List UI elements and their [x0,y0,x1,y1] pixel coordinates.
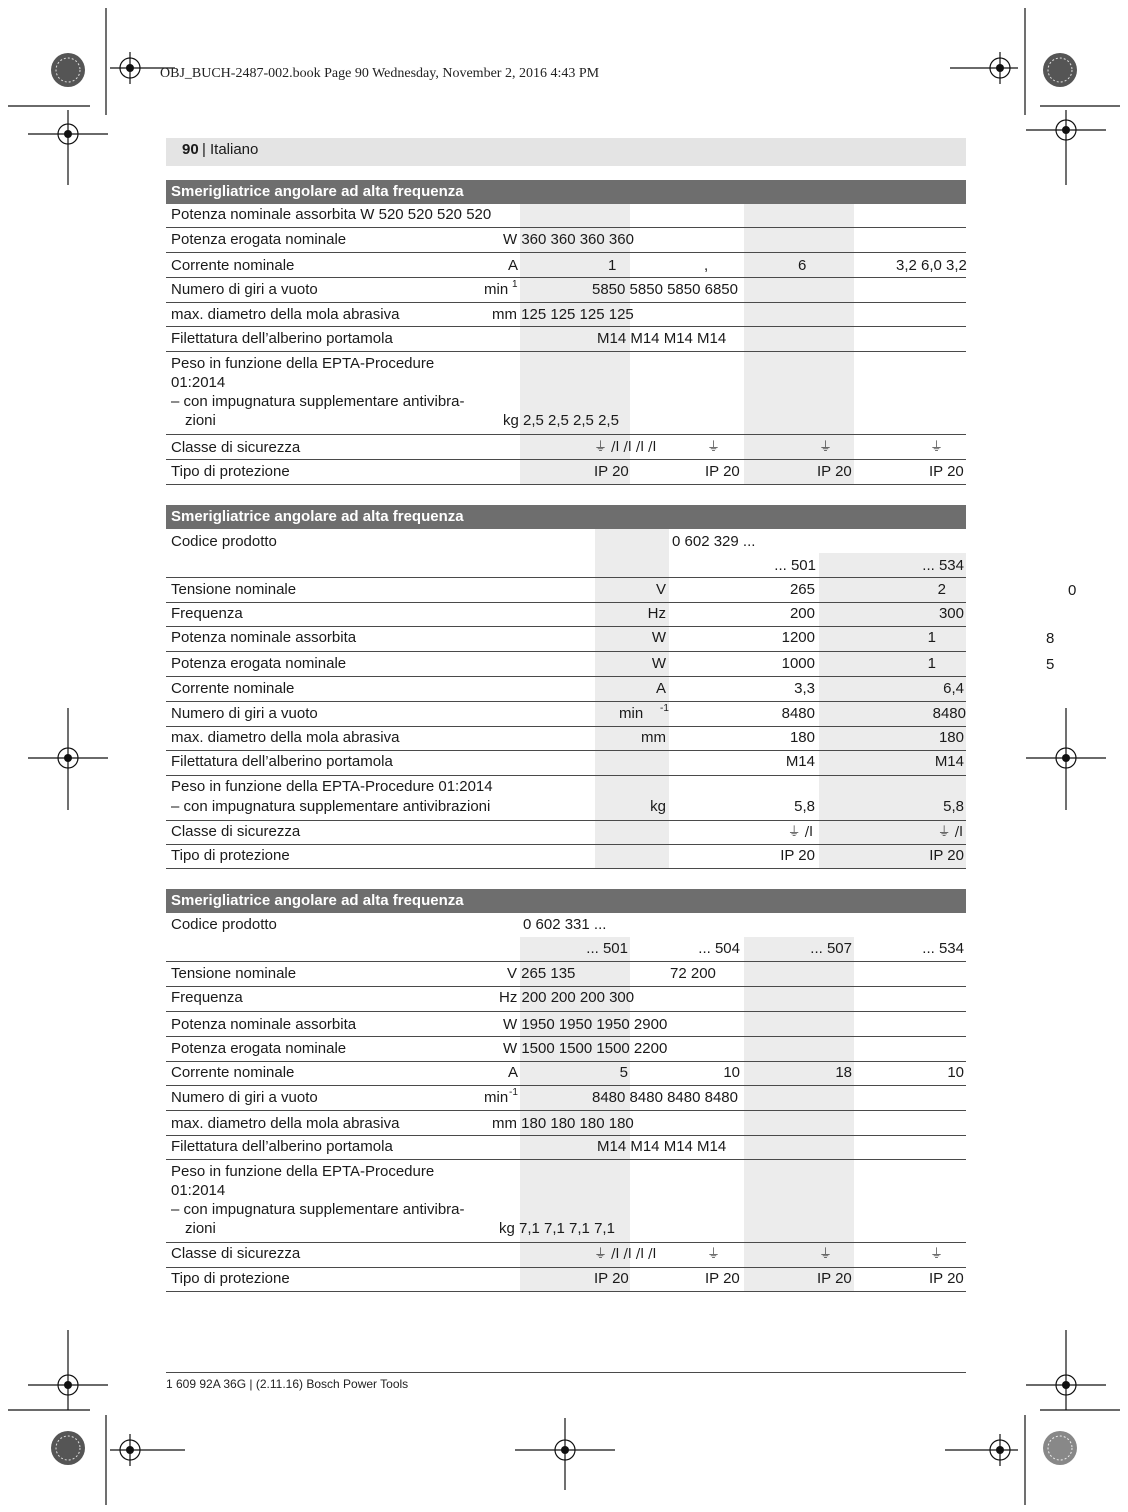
spec-table-1 [166,180,966,485]
table-row: Filettatura dell’alberino portamola M14 M14 M14 M14 [166,327,966,352]
spec-table-2 [166,505,966,868]
table-row: Potenza nominale assorbita W 1200 1 [166,627,966,652]
table-title: Smerigliatrice angolare ad alta frequenza [166,505,966,529]
table-title: Smerigliatrice angolare ad alta frequenza [166,889,966,913]
table-row: Filettatura dell’alberino portamola M14 M14 [166,751,966,776]
spec-table-3 [166,889,966,1292]
table-row: Numero di giri a vuoto min 1 5850 5850 5850 6850 [166,278,966,303]
table-row: Classe di sicurezza ⏚ /Ι /Ι /Ι /Ι ⏚ ⏚ ⏚ [166,435,966,460]
table-row: Classe di sicurezza ⏚ /Ι /Ι /Ι /Ι ⏚ ⏚ ⏚ [166,1243,966,1268]
table-row: Frequenza Hz 200 300 [166,603,966,627]
table-row: Potenza nominale assorbita W 1950 1950 1950 2900 [166,1012,966,1037]
table-row: Peso in funzione della EPTA-Procedure 01:2014 – con impugnatura supplementare antivibrazioni kg 5,8 5,8 [166,776,966,821]
table-row: Numero di giri a vuoto min -1 8480 8480 8480 8480 [166,1086,966,1111]
table-row: Corrente nominale A 1 , 6 3,2 6,0 3,2 [166,253,966,278]
print-header: OBJ_BUCH-2487-002.book Page 90 Wednesday, November 2, 2016 4:43 PM [160,66,600,81]
page-header-bar [166,138,966,166]
table-row: Potenza erogata nominale W 1000 1 [166,652,966,677]
table-row: max. diametro della mola abrasiva mm 125 125 125 125 [166,303,966,327]
table-row: Codice prodotto 0 602 331 ... ... 501 ... 504 ... 507 ... 534 [166,913,966,962]
page-separator: | [202,141,206,158]
table-row: max. diametro della mola abrasiva mm 180 180 180 180 [166,1111,966,1136]
page-number: 90 [182,141,199,158]
table-row: Potenza erogata nominale W 1500 1500 1500 2200 [166,1037,966,1062]
page-footer: 1 609 92A 36G | (2.11.16) Bosch Power Tools [166,1377,409,1391]
table-row: Tipo di protezione IP 20 IP 20 IP 20 IP 20 [166,460,966,485]
table-row: max. diametro della mola abrasiva mm 180 180 [166,727,966,751]
table-row: Potenza nominale assorbita W 520 520 520 520 [166,204,966,228]
page-language: Italiano [210,141,259,158]
table-row: Corrente nominale A 3,3 6,4 [166,677,966,702]
table-row: Filettatura dell’alberino portamola M14 M14 M14 M14 [166,1136,966,1160]
table-row: Tipo di protezione IP 20 IP 20 [166,845,966,869]
table-title: Smerigliatrice angolare ad alta frequenza [166,180,966,204]
table-row: Peso in funzione della EPTA-Procedure 01:2014 – con impugnatura supplementare antivibra- zioni kg 7,1 7,1 7,1 7,1 [166,1160,966,1243]
table-row: Codice prodotto 0 602 329 ... ... 501 ... 534 [166,529,966,578]
footer-divider [166,1372,966,1373]
table-row: Tensione nominale V 265 2 [166,578,966,603]
table-row: Corrente nominale A 5 10 18 10 [166,1062,966,1086]
stray-char: 8 [1046,630,1055,647]
table-row: Peso in funzione della EPTA-Procedure 01:2014 – con impugnatura supplementare antivibra- zioni kg 2,5 2,5 2,5 2,5 [166,352,966,435]
table-row: Tensione nominale V 265 135 72 200 [166,962,966,987]
table-row: Numero di giri a vuoto min -1 8480 8480 [166,702,966,727]
stray-char: 0 [1068,582,1077,599]
stray-char: 5 [1046,656,1055,673]
table-row: Classe di sicurezza ⏚ /Ι ⏚ /Ι [166,821,966,845]
table-row: Frequenza Hz 200 200 200 300 [166,987,966,1012]
table-row: Tipo di protezione IP 20 IP 20 IP 20 IP 20 [166,1268,966,1292]
table-row: Potenza erogata nominale W 360 360 360 360 [166,228,966,253]
